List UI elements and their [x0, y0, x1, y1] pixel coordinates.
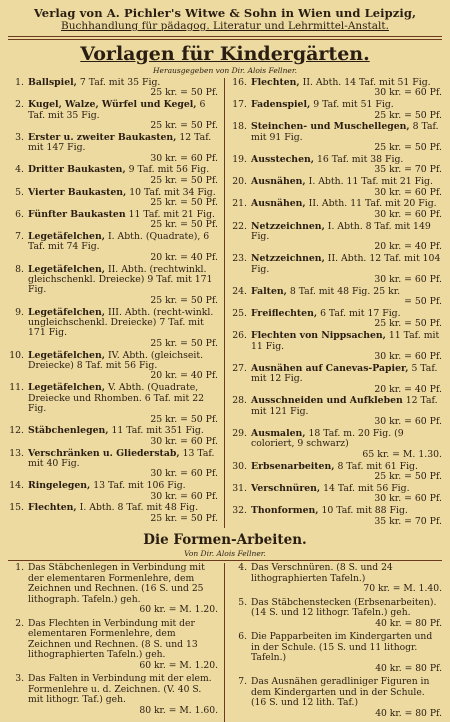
entry-desc: I. Abth. 11 Taf. mit 21 Fig.	[308, 176, 433, 188]
entry-number: 28.	[232, 395, 247, 407]
formen-columns	[8, 563, 442, 722]
catalog-entry	[231, 563, 442, 595]
entry-price: 65 kr. = M. 1.30.	[362, 448, 442, 460]
entry-price: = 50 Pf.	[404, 296, 442, 308]
entry-number: 24.	[232, 285, 247, 297]
entry-desc: Das Falten in Verbindung mit der elem. Formenlehre u. d. Zeichnen. (V. 40 S. mit lithogr. Taf.) geh.	[28, 673, 212, 706]
entry-name: Ringelegen,	[28, 480, 91, 492]
entry-desc: 16 Taf. mit 38 Fig.	[316, 154, 404, 166]
entry-text	[251, 222, 442, 253]
entry-name: Fadenspiel,	[251, 99, 311, 111]
catalog-entry	[8, 351, 218, 382]
entry-price: 25 kr. = 50 Pf.	[150, 174, 218, 186]
entry-price: 70 kr. = M. 1.40.	[363, 583, 442, 595]
catalog-entry	[231, 309, 442, 330]
entry-text	[251, 78, 442, 99]
entry-text	[251, 429, 442, 460]
entry-number: 15.	[9, 502, 24, 514]
entry-price: 25 kr. = 50 Pf.	[150, 413, 218, 425]
entry-number: 6.	[238, 631, 247, 643]
entry-name: Freiflechten,	[251, 308, 318, 320]
entry-number: 11.	[9, 382, 24, 394]
entry-desc: 7 Taf. mit 35 Fig.	[79, 77, 161, 88]
entry-number: 4.	[238, 562, 247, 574]
entry-desc: 10 Taf. mit 34 Fig.	[129, 186, 216, 198]
entry-number: 22.	[232, 220, 247, 232]
entry-desc: 8 Taf. mit 91 Fig.	[251, 121, 439, 143]
entry-price: 40 kr. = 80 Pf.	[375, 662, 442, 674]
left-column	[8, 563, 225, 722]
entry-name: Legetäfelchen,	[28, 306, 105, 318]
entry-name: Legetäfelchen,	[28, 263, 105, 275]
entry-price: 25 kr. = 50 Pf.	[374, 142, 442, 154]
entry-price: 25 kr. = 50 Pf.	[150, 512, 218, 524]
divider	[8, 560, 442, 561]
entry-text	[251, 506, 442, 527]
entry-price: 30 kr. = 60 Pf.	[150, 490, 218, 502]
entry-price: 60 kr. = M. 1.20.	[139, 659, 218, 671]
entry-text	[251, 122, 442, 153]
entry-name: Falten,	[251, 285, 287, 297]
catalog-entry	[8, 449, 218, 480]
catalog-entry	[231, 155, 442, 176]
entry-number: 29.	[232, 428, 247, 440]
entry-number: 32.	[232, 505, 247, 517]
entry-desc: 9 Taf. mit 56 Fig.	[128, 164, 210, 176]
entry-name: Steinchen- und Muschellegen,	[251, 121, 410, 133]
entry-desc: 11 Taf. mit 351 Fig.	[111, 425, 204, 437]
entry-number: 5.	[15, 186, 24, 198]
entry-desc: I. Abth. 8 Taf. mit 149 Fig.	[251, 220, 431, 243]
divider	[8, 39, 442, 40]
entry-desc: Das Ausnähen geradliniger Figuren in dem Kindergarten und in der Schule. (16 S. und 12 lith. Taf.)	[251, 676, 430, 709]
entry-number: 19.	[232, 154, 247, 166]
entry-number: 16.	[232, 77, 247, 88]
entry-desc: 12 Taf. mit 121 Fig.	[251, 395, 438, 417]
entry-name: Legetäfelchen,	[28, 349, 105, 361]
entry-desc: II. Abth. 14 Taf. mit 51 Fig.	[302, 77, 431, 88]
entry-price: 30 kr. = 60 Pf.	[374, 274, 442, 286]
entry-name: Kugel, Walze, Würfel und Kegel,	[28, 99, 197, 111]
entry-price: 25 kr. = 50 Pf.	[374, 471, 442, 483]
divider	[8, 36, 442, 37]
entry-text	[28, 383, 218, 425]
entry-text	[251, 677, 442, 719]
entry-price: 30 kr. = 60 Pf.	[150, 435, 218, 447]
entry-desc: II. Abth. (rechtwinkl. gleichschenkl. Dreiecke) 9 Taf. mit 171 Fig.	[28, 263, 213, 296]
catalog-entry	[8, 308, 218, 350]
catalog-entry	[8, 265, 218, 307]
entry-text	[251, 155, 442, 176]
catalog-entry	[231, 78, 442, 99]
catalog-entry	[231, 222, 442, 253]
catalog-entry	[231, 506, 442, 527]
catalog-entry	[231, 122, 442, 153]
entry-text	[28, 232, 218, 263]
entry-price: 25 kr. = 50 Pf.	[150, 294, 218, 306]
entry-number: 8.	[15, 263, 24, 275]
entry-number: 1.	[15, 77, 24, 88]
entry-desc: III. Abth. (recht-winkl. ungleichschenkl. Dreiecke) 7 Taf. mit 171 Fig.	[28, 306, 214, 339]
entry-number: 9.	[15, 306, 24, 318]
entry-text	[28, 100, 218, 131]
entry-number: 10.	[9, 349, 24, 361]
section-title: Vorlagen für Kindergärten.	[80, 43, 370, 65]
entry-number: 25.	[232, 308, 247, 320]
entry-desc: 5 Taf. mit 12 Fig.	[251, 362, 438, 385]
entry-name: Flechten,	[28, 502, 77, 514]
entry-price: 30 kr. = 60 Pf.	[374, 493, 442, 505]
catalog-entry	[8, 481, 218, 502]
entry-price: 30 kr. = 60 Pf.	[374, 351, 442, 363]
entry-number: 17.	[232, 99, 247, 111]
entry-text	[28, 481, 218, 502]
entry-price: 30 kr. = 60 Pf.	[374, 186, 442, 198]
entry-name: Legetäfelchen,	[28, 231, 105, 243]
entry-price: 25 kr. = 50 Pf.	[150, 197, 218, 209]
catalog-entry	[8, 78, 218, 99]
entry-text	[251, 364, 442, 395]
publisher-line: Verlag von A. Pichler's Witwe & Sohn in Wien und Leipzig,	[33, 6, 417, 20]
entry-price: 80 kr. = M. 1.60.	[139, 704, 218, 716]
entry-desc: 11 Taf. mit 11 Fig.	[251, 330, 440, 352]
entry-price: 25 kr. = 50 Pf.	[374, 318, 442, 330]
entry-name: Legetäfelchen,	[28, 382, 105, 394]
entry-number: 2.	[15, 99, 24, 111]
entry-price: 25 kr. = 50 Pf.	[150, 219, 218, 231]
catalog-entry	[8, 674, 218, 716]
entry-name: Ausnähen,	[251, 198, 306, 210]
entry-text	[251, 331, 442, 362]
entry-text	[28, 188, 218, 209]
catalog-entry	[8, 100, 218, 131]
catalog-columns	[8, 78, 442, 528]
catalog-entry	[8, 426, 218, 447]
entry-desc: V. Abth. (Quadrate, Dreiecke und Rhomben. 6 Taf. mit 22 Fig.	[28, 382, 205, 415]
entry-number: 3.	[15, 131, 24, 143]
entry-desc: II. Abth. 12 Taf. mit 104 Fig.	[251, 253, 441, 275]
entry-text	[28, 674, 218, 716]
catalog-entry	[231, 331, 442, 362]
entry-desc: I. Abth. 8 Taf. mit 48 Fig.	[79, 502, 199, 514]
catalog-entry	[231, 484, 442, 505]
entry-price: 20 kr. = 40 Pf.	[150, 251, 218, 263]
entry-number: 6.	[15, 208, 24, 220]
entry-number: 18.	[232, 121, 247, 133]
entry-number: 5.	[238, 596, 247, 608]
entry-name: Netzzeichnen,	[251, 253, 325, 265]
entry-number: 7.	[15, 231, 24, 243]
entry-name: Thonformen,	[251, 505, 319, 517]
entry-name: Dritter Baukasten,	[28, 164, 126, 176]
right-column	[225, 563, 442, 722]
entry-name: Ausnähen,	[251, 176, 306, 188]
catalog-entry	[231, 100, 442, 121]
entry-number: 1.	[15, 562, 24, 574]
entry-price: 30 kr. = 60 Pf.	[150, 152, 218, 164]
entry-name: Ballspiel,	[28, 77, 77, 88]
entry-name: Fünfter Baukasten	[28, 208, 126, 220]
entry-number: 23.	[232, 253, 247, 265]
entry-text	[251, 563, 442, 595]
catalog-entry	[231, 632, 442, 674]
entry-text	[251, 396, 442, 427]
entry-desc: IV. Abth. (gleichseit. Dreiecke) 8 Taf. mit 56 Fig.	[28, 349, 204, 372]
catalog-entry	[231, 364, 442, 395]
entry-number: 13.	[9, 447, 24, 459]
entry-desc: Das Verschnüren. (8 S. und 24 lithographierten Tafeln.)	[251, 562, 393, 584]
entry-text	[28, 165, 218, 186]
catalog-entry	[231, 287, 442, 308]
entry-price: 25 kr. = 50 Pf.	[150, 87, 218, 99]
entry-text	[251, 199, 442, 220]
entry-number: 2.	[15, 617, 24, 629]
entry-price: 40 kr. = 80 Pf.	[375, 617, 442, 629]
catalog-entry	[8, 563, 218, 616]
entry-text	[28, 426, 218, 447]
entry-name: Erster u. zweiter Baukasten,	[28, 131, 177, 143]
entry-text	[251, 254, 442, 285]
entry-price: 35 kr. = 70 Pf.	[374, 164, 442, 176]
entry-name: Ausnähen auf Canevas-Papier,	[251, 362, 409, 374]
catalog-entry	[8, 619, 218, 672]
entry-price: 20 kr. = 40 Pf.	[374, 383, 442, 395]
entry-name: Netzzeichnen,	[251, 220, 325, 232]
entry-number: 7.	[238, 676, 247, 688]
entry-desc: 11 Taf. mit 21 Fig.	[128, 208, 216, 220]
publisher-subtitle: Buchhandlung für pädagog. Literatur und Lehrmittel-Anstalt.	[61, 20, 389, 32]
entry-number: 20.	[232, 176, 247, 188]
entry-price: 20 kr. = 40 Pf.	[150, 370, 218, 382]
entry-number: 30.	[232, 460, 247, 472]
entry-text	[251, 462, 442, 483]
entry-name: Erbsenarbeiten,	[251, 460, 335, 472]
catalog-entry	[231, 396, 442, 427]
catalog-entry	[231, 598, 442, 630]
entry-desc: 13 Taf. mit 106 Fig.	[93, 480, 186, 492]
entry-price: 30 kr. = 60 Pf.	[374, 416, 442, 428]
entry-desc: 8 Taf. mit 61 Fig.	[337, 460, 418, 472]
entry-text	[251, 309, 442, 330]
entry-text	[251, 177, 442, 198]
entry-number: 3.	[15, 673, 24, 685]
right-column	[225, 78, 442, 528]
catalog-entry	[231, 199, 442, 220]
section-title: Die Formen-Arbeiten.	[143, 532, 307, 549]
entry-text	[28, 449, 218, 480]
entry-price: 40 kr. = 80 Pf.	[375, 707, 442, 719]
entry-name: Ausstechen,	[251, 154, 314, 166]
catalog-entry	[8, 210, 218, 231]
entry-price: 35 kr. = 70 Pf.	[374, 515, 442, 527]
entry-price: 30 kr. = 60 Pf.	[374, 87, 442, 99]
entry-price: 30 kr. = 60 Pf.	[374, 208, 442, 220]
entry-desc: 6 Taf. mit 35 Fig.	[28, 99, 206, 121]
catalog-entry	[8, 383, 218, 425]
entry-text	[251, 287, 442, 308]
catalog-entry	[231, 254, 442, 285]
entry-text	[251, 598, 442, 630]
entry-text	[28, 503, 218, 524]
entry-number: 27.	[232, 362, 247, 374]
entry-text	[28, 265, 218, 307]
entry-name: Flechten von Nippsachen,	[251, 330, 386, 342]
entry-number: 31.	[232, 482, 247, 494]
left-column	[8, 78, 225, 528]
entry-name: Ausschneiden und Aufkleben	[251, 395, 403, 407]
entry-desc: Das Flechten in Verbindung mit der elementaren Formenlehre, dem Zeichnen und Rechnen. (8 S. und 13 lithographierten Tafeln.) geh.	[28, 617, 198, 661]
entry-number: 12.	[9, 425, 24, 437]
entry-price: 20 kr. = 40 Pf.	[374, 241, 442, 253]
entry-text	[251, 484, 442, 505]
entry-text	[28, 351, 218, 382]
entry-desc: 9 Taf. mit 51 Fig.	[313, 99, 394, 111]
entry-name: Stäbchenlegen,	[28, 425, 109, 437]
entry-name: Verschnüren,	[251, 482, 321, 494]
entry-desc: 18 Taf. m. 20 Fig. (9 coloriert, 9 schwarz)	[251, 428, 404, 450]
entry-desc: Das Stäbchenlegen in Verbindung mit der elementaren Formenlehre, dem Zeichnen und Rechnen. (16 S. und 25 lithograph. Tafeln.) geh.	[28, 562, 205, 605]
entry-number: 14.	[9, 480, 24, 492]
catalog-entry	[8, 232, 218, 263]
entry-name: Flechten,	[251, 77, 300, 88]
entry-text	[251, 100, 442, 121]
entry-text	[28, 308, 218, 350]
entry-desc: II. Abth. 11 Taf. mit 20 Fig.	[308, 198, 437, 210]
section-editor: Herausgegeben von Dir. Alois Fellner.	[153, 66, 297, 75]
entry-desc: I. Abth. (Quadrate), 6 Taf. mit 74 Fig.	[28, 231, 210, 253]
entry-text	[28, 133, 218, 164]
entry-text	[28, 563, 218, 616]
entry-name: Ausmalen,	[251, 428, 306, 440]
catalog-entry	[231, 462, 442, 483]
entry-number: 21.	[232, 198, 247, 210]
entry-number: 4.	[15, 164, 24, 176]
section-editor: Von Dir. Alois Fellner.	[184, 549, 266, 559]
catalog-entry	[231, 177, 442, 198]
catalog-entry	[231, 677, 442, 719]
entry-text	[251, 632, 442, 674]
entry-text	[28, 619, 218, 672]
catalog-entry	[8, 165, 218, 186]
entry-price: 25 kr. = 50 Pf.	[150, 337, 218, 349]
entry-text	[28, 210, 218, 231]
entry-text	[28, 78, 218, 99]
catalog-entry	[8, 133, 218, 164]
entry-desc: Das Stäbchenstecken (Erbsenarbeiten). (14 S. und 12 lithogr. Tafeln.) geh.	[251, 596, 437, 619]
entry-name: Verschränken u. Gliederstab,	[28, 447, 180, 459]
entry-desc: 10 Taf. mit 88 Fig.	[321, 505, 408, 517]
entry-desc: 13 Taf. mit 40 Fig.	[28, 447, 215, 469]
entry-desc: 14 Taf. mit 56 Fig.	[323, 482, 410, 494]
entry-price: 25 kr. = 50 Pf.	[150, 120, 218, 132]
entry-price: 30 kr. = 60 Pf.	[150, 468, 218, 480]
catalog-entry	[231, 429, 442, 460]
entry-name: Vierter Baukasten,	[28, 186, 127, 198]
entry-desc: 12 Taf. mit 147 Fig.	[28, 131, 212, 154]
entry-desc: 8 Taf. mit 48 Fig. 25 kr.	[289, 285, 401, 297]
entry-desc: 6 Taf. mit 17 Fig.	[320, 308, 401, 320]
entry-number: 26.	[232, 330, 247, 342]
catalog-entry	[8, 188, 218, 209]
entry-desc: Die Papparbeiten im Kindergarten und in der Schule. (15 S. und 11 lithogr. Tafeln.)	[251, 631, 433, 664]
catalog-entry	[8, 503, 218, 524]
entry-price: 60 kr. = M. 1.20.	[139, 604, 218, 616]
entry-price: 25 kr. = 50 Pf.	[374, 109, 442, 121]
